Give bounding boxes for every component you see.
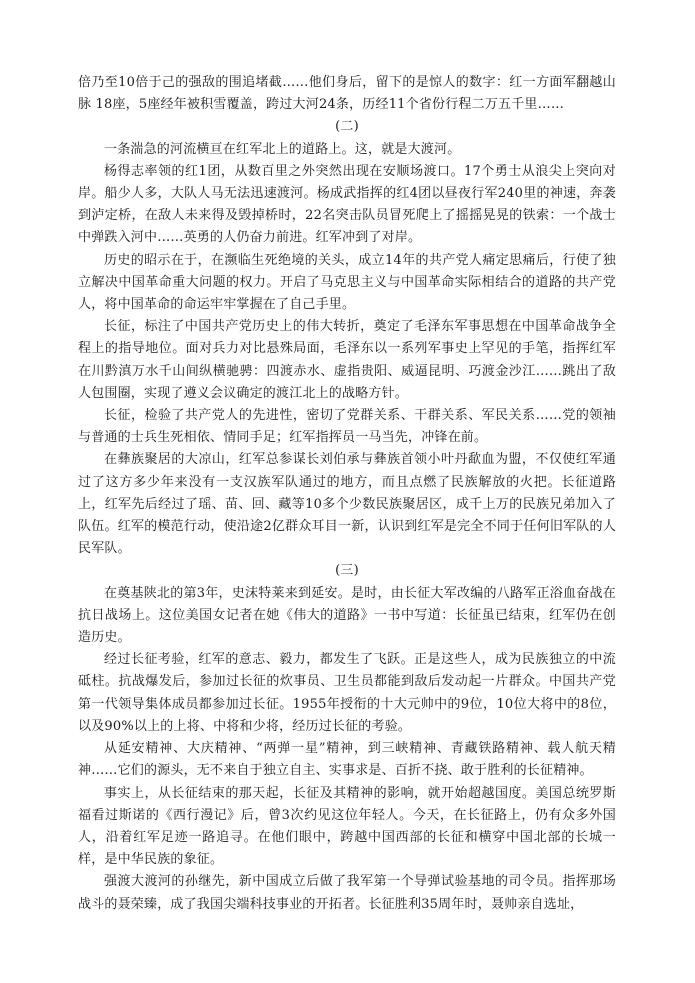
paragraph-continued: 倍乃至10倍于己的强敌的围追堵截……他们身后，留下的是惊人的数字：红一方面军翻越山脉 18座，5座经年被积雪覆盖，跨过大河24条，历经11个省份行程二万五千里…… — [78, 75, 616, 113]
paragraph: 强渡大渡河的孙继先，新中国成立后做了我军第一个导弹试验基地的司令员。指挥那场战斗的聂荣臻，成了我国尖端科技事业的开拓者。长征胜利35周年时，聂帅亲自选址， — [78, 874, 616, 912]
section-heading-2: (二) — [335, 119, 359, 135]
article-page — [78, 72, 616, 916]
paragraph: 长征，检验了共产党人的先进性，密切了党群关系、干群关系、军民关系……党的领袖与普通的士兵生死相依、情同手足；红军指挥员一马当先，冲锋在前。 — [78, 408, 616, 446]
paragraph: 杨得志率领的红1团，从数百里之外突然出现在安顺场渡口。17个勇士从浪尖上突向对岸。船少人多，大队人马无法迅速渡河。杨成武指挥的红4团以昼夜行军240里的神速，奔袭到泸定桥，在敌人未来得及毁掉桥时，22名突击队员冒死爬上了摇摇晃晃的铁索：一个战士中弹跌入河中……英勇的人仍奋力前进。红军冲到了对岸。 — [78, 163, 616, 246]
paragraph: 经过长征考验，红军的意志、毅力，都发生了飞跃。正是这些人，成为民族独立的中流砥柱。抗战爆发后，参加过长征的炊事员、卫生员都能到敌后发动起一片群众。中国共产党第一代领导集体成员都参加过长征。1955年授衔的十大元帅中的9位，10位大将中的8位，以及90%以上的上将、中将和少将，经历过长征的考验。 — [78, 652, 616, 734]
paragraph: 一条湍急的河流横亘在红军北上的道路上。这，就是大渡河。 — [104, 141, 461, 157]
paragraph: 从延安精神、大庆精神、“两弹一星”精神，到三峡精神、青藏铁路精神、载人航天精神……它们的源头，无不来自于独立自主、实事求是、百折不挠、敢于胜利的长征精神。 — [78, 741, 616, 779]
paragraph: 在奠基陕北的第3年，史沫特莱来到延安。是时，由长征大军改编的八路军正浴血奋战在抗日战场上。这位美国女记者在她《伟大的道路》一书中写道：长征虽已结束，红军仍在创造历史。 — [78, 585, 616, 646]
paragraph: 长征，标注了中国共产党历史上的伟大转折，奠定了毛泽东军事思想在中国革命战争全程上的指导地位。面对兵力对比悬殊局面，毛泽东以一系列军事史上罕见的手笔，指挥红军在川黔滇万水千山间纵横驰骋：四渡赤水、虚指贵阳、威逼昆明、巧渡金沙江……跳出了敌人包围圈，实现了遵义会议确定的渡江北上的战略方针。 — [78, 319, 616, 401]
paragraph: 在彝族聚居的大凉山，红军总参谋长刘伯承与彝族首领小叶丹歃血为盟，不仅使红军通过了这方多少年来没有一支汉族军队通过的地方，而且点燃了民族解放的火把。长征道路上，红军先后经过了瑶、苗、回、藏等10多个少数民族聚居区，成千上万的民族兄弟加入了队伍。红军的模范行动，使沿途2亿群众耳目一新，认识到红军是完全不同于任何旧军队的人民军队。 — [78, 452, 616, 557]
paragraph: 事实上，从长征结束的那天起，长征及其精神的影响，就开始超越国度。美国总统罗斯福看过斯诺的《西行漫记》后，曾3次约见这位年轻人。今天，在长征路上，仍有众多外国人，沿着红军足迹一路追寻。在他们眼中，跨越中国西部的长征和横穿中国北部的长城一样，是中华民族的象征。 — [78, 785, 616, 868]
paragraph: 历史的昭示在于，在濒临生死绝境的关头，成立14年的共产党人痛定思痛后，行使了独立解决中国革命重大问题的权力。开启了马克思主义与中国革命实际相结合的道路的共产党人，将中国革命的命运牢牢掌握在了自己手里。 — [78, 252, 616, 313]
section-heading-3: (三) — [335, 563, 359, 579]
